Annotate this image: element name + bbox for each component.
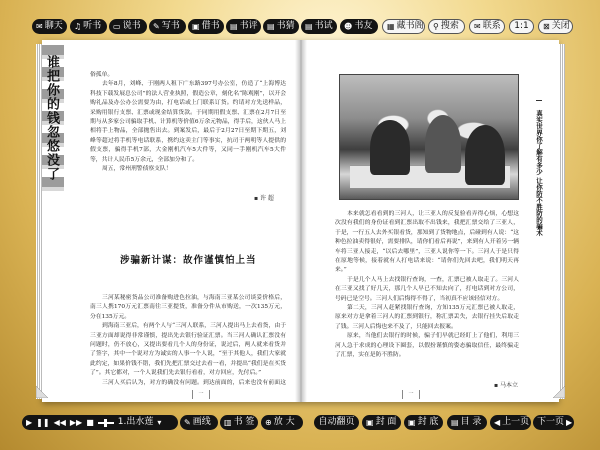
paragraph: 三河人买后认为，对方的确没有问题。到达前面的，后来也没有前面这 xyxy=(102,379,286,386)
guess-button[interactable]: ▤ 书猜 xyxy=(263,19,299,34)
auto-flip-button[interactable]: 自动翻页 xyxy=(314,415,359,430)
chevron-down-icon[interactable]: ▾ xyxy=(157,418,162,427)
borrow-button[interactable]: ▣ 借书 xyxy=(188,19,224,34)
volume-slider[interactable] xyxy=(98,422,114,424)
friends-button[interactable]: ☻ 书友 xyxy=(340,19,378,34)
prev-page-button[interactable]: ◀ 上一页 xyxy=(490,415,531,430)
guess-icon: ▤ xyxy=(267,22,275,31)
review-icon: ▤ xyxy=(230,22,238,31)
toc-button[interactable]: ▤ 目 录 xyxy=(447,415,487,430)
list-icon: ▤ xyxy=(451,418,459,427)
cover-button[interactable]: ▣ 封 面 xyxy=(362,415,401,430)
search-button[interactable]: ⚲ 搜索 xyxy=(428,19,465,34)
next-page-button[interactable]: 下一页 ▶ xyxy=(533,415,574,430)
paragraph: 俗孤单。 xyxy=(90,72,114,78)
stop-icon[interactable]: ■ xyxy=(86,418,94,427)
music-player xyxy=(22,415,178,430)
headphone-icon: ♫ xyxy=(74,22,82,31)
pen-icon: ✎ xyxy=(184,418,191,427)
paragraph: 到海南三亚后，有两个人与“三河人联系，三河人提出马上去看货，由于三亚方面却说得非常谨慎，提出先去银行验证汇票。当三河人确认汇票没有问题时，仍不放心，又提出要看几个人的身份证，说过后，两人就来看货并了签字，其中一个说对方为诚实的人事一个人说，“至于其他人，我们大家就此约定，如果价钱不错，我们先把汇票交过去看一看，并提出“我们是在买货了”。其它都对，一个人说我们先去银行看看，对方回应，先付后。” xyxy=(90,323,286,377)
close-icon: ⊠ xyxy=(543,22,550,31)
chat-button[interactable]: ✉ 聊天 xyxy=(32,19,67,34)
book xyxy=(42,40,559,402)
mail-icon: ✉ xyxy=(474,22,481,31)
draw-line-button[interactable]: ✎ 画线 xyxy=(180,415,218,430)
paragraph: 去年8月，刘峰、于刚两人租下广东路397号办公室，仿造了“上海博达科技下载发展总公司”的法人营业执照，假造公章，刻化名“陈观刚”，以开会购礼品及办公办公需要为由，打电话或上门联系订货。约请对方先送样品，采购用银行支票、汇票或现金结算货款。于同期用假支票、汇票在2月7日至期与从多家公司骗取手机、计算机等价值6万余元物品，得手后，这伙人马上相将手上物品，全部抛售出去。到案发后，最后于2月27日至期下期五，刘峰等超过将手机等电话联系，携约这卖主门等事实，抗司于两明等人提供的假支票，骗得手机7部，大金刚机汽车5大件等，又同一手刚机汽车5大件等，共计人民币5万余元，全部加分和了。 xyxy=(90,81,286,163)
bookmark-button[interactable]: ▥ 书 签 xyxy=(220,415,258,430)
listen-button[interactable]: ♫ 听书 xyxy=(70,19,107,34)
quiz-button[interactable]: ▤ 书试 xyxy=(301,19,337,34)
zoom-ratio-button[interactable]: 1:1 xyxy=(509,19,534,34)
running-head-dash xyxy=(536,100,542,101)
shelf-icon: ▦ xyxy=(387,22,395,31)
contact-button[interactable]: ✉ 联系 xyxy=(469,19,505,34)
back-cover-icon: ▣ xyxy=(408,418,416,427)
left-top-text xyxy=(90,71,286,191)
paragraph: 于是几个人马上去找银行查询，一查，汇票已被人取走了。三河人在三亚又找了好几天，那几个人早已不知去向了，打电话到对方公司，号码已是空号。三河人们后悔得不得了，当初真不应该轻信对方。 xyxy=(335,276,519,302)
collect-button[interactable]: ▦ 藏书阁 xyxy=(382,19,425,34)
page-edge-right xyxy=(559,44,565,399)
arrow-left-icon: ◀ xyxy=(494,418,501,427)
paragraph: 第二天，三河人赶紧找银行查询，方知135万元汇票已被人取走，原来对方是拿着三河人的汇票到银行，称汇票丢失，去银行挂失后取走了钱。三河人后悔也来不及了，只能回去报案。 xyxy=(335,305,519,330)
tell-button[interactable]: ▭ 说书 xyxy=(109,19,147,34)
previous-track-icon[interactable]: ◀◀ xyxy=(53,418,66,427)
track-name: 1.出水莲 xyxy=(117,417,154,427)
arrow-right-icon: ▶ xyxy=(566,418,573,427)
left-signature: ▪ 许 超 xyxy=(254,195,274,202)
board-icon: ▭ xyxy=(113,22,121,31)
right-signature: ▪ 马本立 xyxy=(494,382,518,389)
search-icon: ⚲ xyxy=(433,22,439,31)
left-page-number: 一 xyxy=(192,390,210,399)
chapter-title: 谁把你的钱忽悠没了 xyxy=(44,55,59,181)
chat-icon: ✉ xyxy=(36,22,43,31)
play-icon[interactable]: ▶ xyxy=(26,418,33,427)
back-cover-button[interactable]: ▣ 封 底 xyxy=(404,415,443,430)
chapter-title-banner xyxy=(42,45,64,195)
friends-icon: ☻ xyxy=(344,22,353,31)
bookmark-icon: ▥ xyxy=(224,418,232,427)
left-bottom-text xyxy=(90,294,286,388)
pause-icon[interactable]: ❚❚ xyxy=(36,418,50,427)
book-spine xyxy=(295,40,307,402)
right-text xyxy=(335,210,519,378)
article-heading: 涉骗新计谋：故作谨慎怕上当 xyxy=(120,255,257,266)
book-icon: ▣ xyxy=(192,22,200,31)
page-curl-left[interactable] xyxy=(36,386,48,398)
running-head-title: 真实世界你了解有多少 让你防不胜防的骗术 xyxy=(535,110,543,236)
cover-icon: ▣ xyxy=(366,418,374,427)
review-button[interactable]: ▤ 书评 xyxy=(226,19,261,34)
paragraph: 周五，常州刑警侦察支队！ xyxy=(102,166,172,173)
close-button[interactable]: ⊠ 关闭 xyxy=(538,19,573,34)
quiz-icon: ▤ xyxy=(305,22,313,31)
paragraph: 本来就怎看看到的三河人，让三亚人的反复验看弄得心烦，心想这次没有我们的身份证看到汇票出取不出钱来，我把汇票交给了三亚人，于是，一行五人去外买银看货，那知到了货物地点，后碰到有人说：“这种色拉油卖得很好，需要排队，请你们看后再说”，来到有人开着另一辆车将三亚人接走，“以后去哪里”，三亚人说你等一下。三河人于是只得在原地等候，接着就有人打电话来说：“请你们先回去吧，我们明天再来。” xyxy=(335,211,519,274)
magnifier-icon: ⊕ xyxy=(265,418,272,427)
pen-icon: ✎ xyxy=(153,22,160,31)
page-curl-right[interactable] xyxy=(553,386,565,398)
paragraph: 三河某秘密货品公司准备购进色拉油，与海南三亚某公司谈妥价格后，南三人携170万元汇票南往三亚提货，准备分件从市购送，一次135万元，分在135万元。 xyxy=(90,295,286,320)
next-track-icon[interactable]: ▶▶ xyxy=(69,418,83,427)
article-photo xyxy=(339,74,519,200)
zoom-in-button[interactable]: ⊕ 放 大 xyxy=(261,415,303,430)
write-button[interactable]: ✎ 写书 xyxy=(149,19,186,34)
right-page-number: 一 xyxy=(402,390,420,399)
paragraph: 原来，当他们去银行的时候，骗子们早就已经盯上了他们，利用三河人急于求成的心理设下圈套，以假扮谨慎的姿态骗取信任，最终骗走了汇票，实在是防不胜防。 xyxy=(335,333,519,359)
